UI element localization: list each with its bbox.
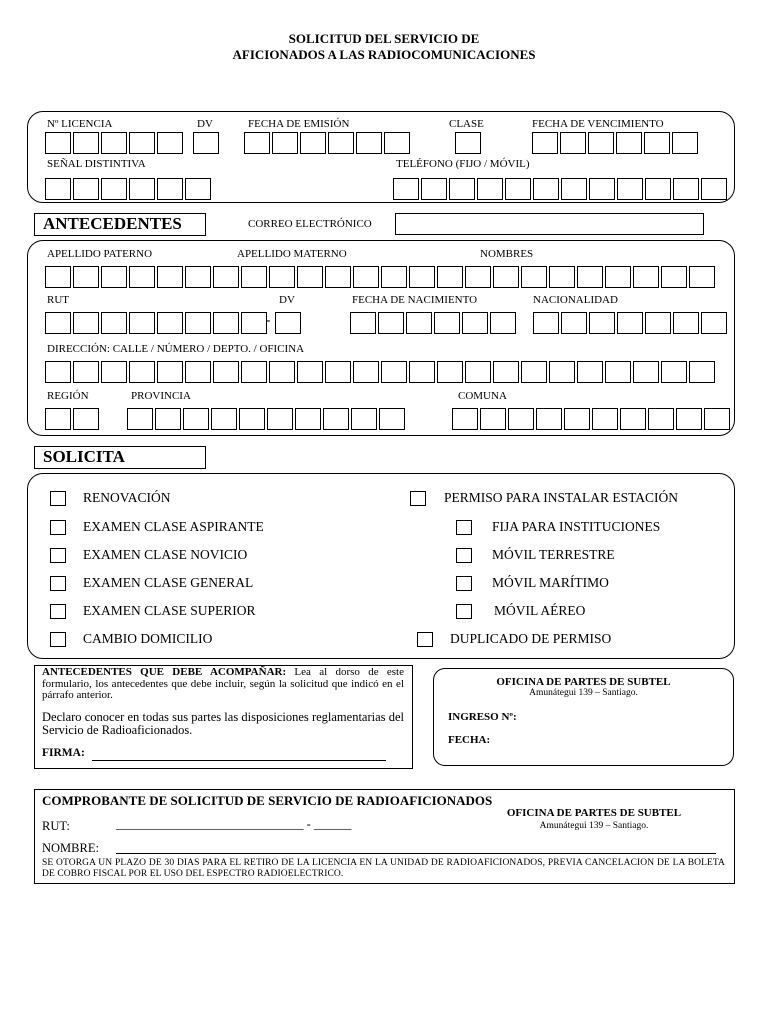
movil-maritimo-checkbox[interactable]	[456, 576, 472, 591]
rut-dash: -	[266, 312, 271, 327]
permiso-instalar-checkbox[interactable]	[410, 491, 426, 506]
examen-aspirante-checkbox[interactable]	[50, 520, 66, 535]
antecedentes-heading: ANTECEDENTES	[34, 213, 206, 236]
licencia-input[interactable]	[45, 132, 185, 154]
renovacion-checkbox[interactable]	[50, 491, 66, 506]
acompanar-text-block	[42, 667, 404, 702]
licencia-label: Nº LICENCIA	[47, 118, 113, 130]
rut-label: RUT	[47, 294, 69, 306]
duplicado-permiso-checkbox[interactable]	[417, 632, 433, 647]
comprobante-nombre-line[interactable]	[116, 853, 716, 854]
oficina-partes-address: Amunátegui 139 – Santiago.	[529, 688, 638, 698]
rut-input[interactable]	[45, 312, 269, 334]
renovacion-label: RENOVACIÓN	[83, 490, 171, 505]
nacionalidad-input[interactable]	[533, 312, 729, 334]
telefono-label: TELÉFONO (FIJO / MÓVIL)	[396, 158, 530, 170]
examen-superior-checkbox[interactable]	[50, 604, 66, 619]
cambio-domicilio-checkbox[interactable]	[50, 632, 66, 647]
fecha-nacimiento-label: FECHA DE NACIMIENTO	[352, 294, 478, 306]
direccion-input[interactable]	[45, 361, 717, 383]
comprobante-title: COMPROBANTE DE SOLICITUD DE SERVICIO DE RADIOAFICIONADOS	[42, 793, 493, 808]
examen-general-checkbox[interactable]	[50, 576, 66, 591]
fija-instituciones-label: FIJA PARA INSTITUCIONES	[492, 519, 661, 534]
form-title-line1: SOLICITUD DEL SERVICIO DE	[288, 31, 480, 46]
nombre-completo-input[interactable]	[45, 266, 717, 288]
fecha-emision-label: FECHA DE EMISIÓN	[248, 118, 350, 130]
fecha-vencimiento-label: FECHA DE VENCIMIENTO	[532, 118, 664, 130]
examen-novicio-checkbox[interactable]	[50, 548, 66, 563]
region-label: REGIÓN	[47, 390, 89, 402]
fecha-emision-input[interactable]	[244, 132, 412, 154]
firma-label: FIRMA:	[42, 747, 85, 759]
examen-superior-label: EXAMEN CLASE SUPERIOR	[83, 603, 256, 618]
comuna-input[interactable]	[452, 408, 732, 430]
direccion-label: DIRECCIÓN: CALLE / NÚMERO / DEPTO. / OFICINA	[47, 343, 305, 355]
rut-dv-label: DV	[279, 294, 295, 306]
movil-terrestre-label: MÓVIL TERRESTRE	[492, 547, 615, 562]
apellido-paterno-label: APELLIDO PATERNO	[47, 248, 153, 260]
examen-general-label: EXAMEN CLASE GENERAL	[83, 575, 254, 590]
comprobante-notice: SE OTORGA UN PLAZO DE 30 DIAS PARA EL RETIRO DE LA LICENCIA EN LA UNIDAD DE RADIOAFICIONADOS, PREVIA CANCELACION DE LA BOLETA DE COBRO FISCAL POR EL USO DEL ESPECTRO RADIOELECTRICO.	[42, 858, 725, 879]
movil-aereo-label: MÓVIL AÉREO	[494, 603, 586, 618]
fecha-label: FECHA:	[448, 734, 491, 746]
cambio-domicilio-label: CAMBIO DOMICILIO	[83, 631, 213, 646]
comprobante-rut-line[interactable]: ______________________________ - ______	[116, 817, 352, 831]
examen-novicio-label: EXAMEN CLASE NOVICIO	[83, 547, 248, 562]
dv-label: DV	[197, 118, 213, 130]
senal-distintiva-input[interactable]	[45, 178, 213, 200]
declaro-text: Declaro conocer en todas sus partes las disposiciones reglamentarias del Servicio de Radioaficionados.	[42, 710, 404, 737]
comprobante-address: Amunátegui 139 – Santiago.	[539, 821, 649, 831]
licencia-dv-input[interactable]	[193, 132, 221, 154]
clase-input[interactable]	[455, 132, 483, 154]
movil-terrestre-checkbox[interactable]	[456, 548, 472, 563]
rut-dv-input[interactable]	[275, 312, 303, 334]
solicita-heading: SOLICITA	[34, 446, 206, 469]
fecha-vencimiento-input[interactable]	[532, 132, 700, 154]
examen-aspirante-label: EXAMEN CLASE ASPIRANTE	[83, 519, 264, 534]
nacionalidad-label: NACIONALIDAD	[533, 294, 618, 306]
clase-label: CLASE	[449, 118, 484, 130]
apellido-materno-label: APELLIDO MATERNO	[237, 248, 347, 260]
ingreso-label: INGRESO Nº:	[448, 711, 517, 723]
comprobante-oficina: OFICINA DE PARTES DE SUBTEL	[506, 807, 682, 819]
nombres-label: NOMBRES	[480, 248, 534, 260]
comprobante-nombre-label: NOMBRE:	[42, 841, 99, 855]
correo-label: CORREO ELECTRÓNICO	[248, 218, 372, 230]
correo-input[interactable]	[395, 213, 704, 235]
duplicado-permiso-label: DUPLICADO DE PERMISO	[450, 631, 612, 646]
comprobante-rut-label: RUT:	[42, 819, 70, 833]
acompanar-heading: ANTECEDENTES QUE DEBE ACOMPAÑAR:	[42, 666, 287, 678]
oficina-partes-title: OFICINA DE PARTES DE SUBTEL	[496, 676, 671, 688]
movil-maritimo-label: MÓVIL MARÍTIMO	[492, 575, 609, 590]
provincia-label: PROVINCIA	[131, 390, 191, 402]
fecha-nacimiento-input[interactable]	[350, 312, 518, 334]
form-title-line2: AFICIONADOS A LAS RADIOCOMUNICACIONES	[232, 47, 536, 62]
acompanar-text: Lea al dorso de este formulario, los antecedentes que debe incluir, según la solicitud que indicó en el párrafo anterior.	[42, 666, 404, 701]
senal-distintiva-label: SEÑAL DISTINTIVA	[47, 158, 146, 170]
firma-line[interactable]	[92, 760, 386, 761]
region-input[interactable]	[45, 408, 101, 430]
provincia-input[interactable]	[127, 408, 407, 430]
fija-instituciones-checkbox[interactable]	[456, 520, 472, 535]
telefono-input[interactable]	[393, 178, 729, 200]
movil-aereo-checkbox[interactable]	[456, 604, 472, 619]
comuna-label: COMUNA	[458, 390, 507, 402]
permiso-instalar-label: PERMISO PARA INSTALAR ESTACIÓN	[444, 490, 679, 505]
